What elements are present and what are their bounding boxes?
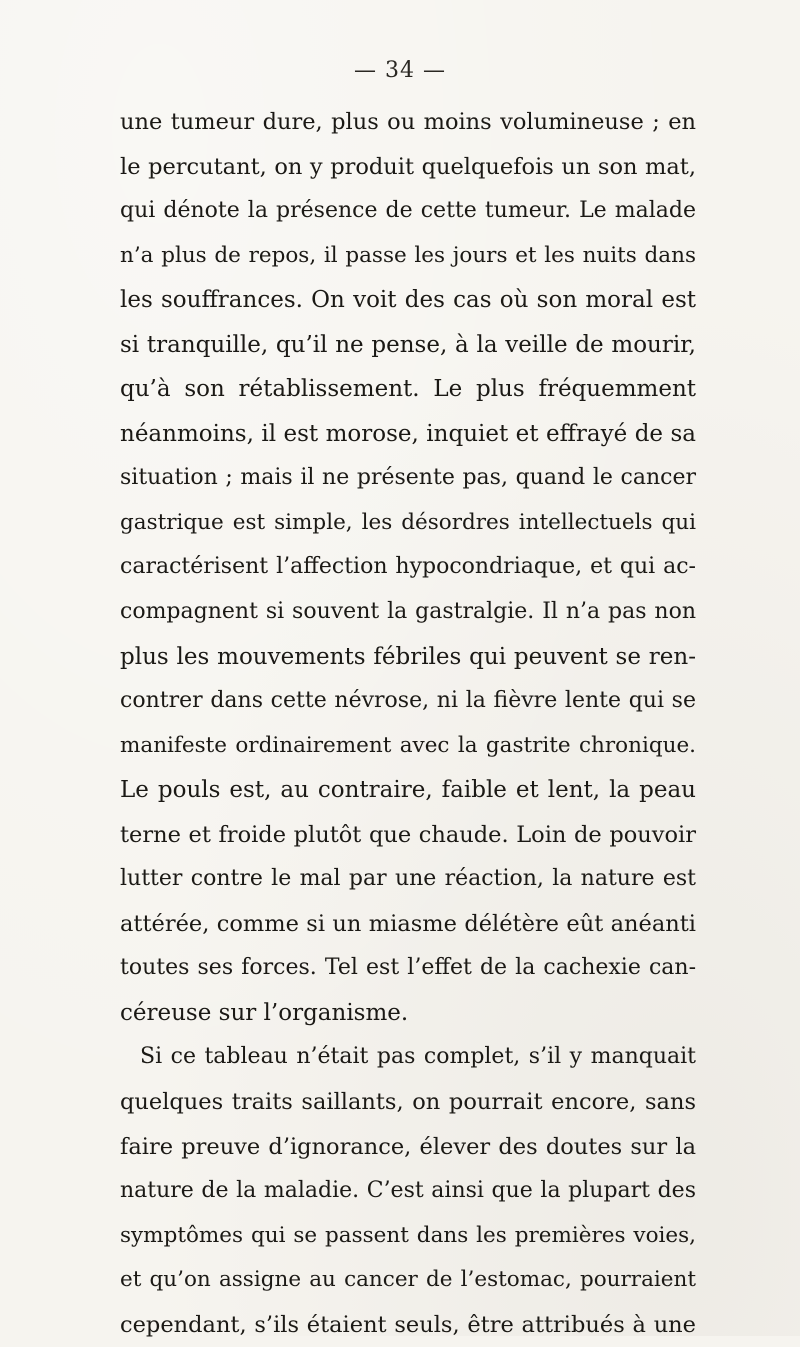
text-line: néanmoins, il est morose, inquiet et effrayé de sa [120, 420, 696, 447]
text-line: les souffrances. On voit des cas où son moral est [120, 287, 696, 314]
text-line: une tumeur dure, plus ou moins volumineuse ; en [120, 109, 696, 135]
text-line: faire preuve d’ignorance, élever des doutes sur la [120, 1133, 696, 1160]
text-line: Le pouls est, au contraire, faible et lent, la peau [120, 777, 696, 804]
text-line: n’a plus de repos, il passe les jours et les nuits dans [120, 242, 696, 268]
text-line: contrer dans cette névrose, ni la fièvre lente qui se [120, 688, 696, 714]
text-line: qu’à son rétablissement. Le plus fréquemment [120, 376, 696, 403]
text-line: nature de la maladie. C’est ainsi que la plupart des [120, 1178, 696, 1204]
text-line: le percutant, on y produit quelquefois un son mat, [120, 153, 696, 180]
paragraph-start-line: Si ce tableau n’était pas complet, s’il y manquait [140, 1044, 696, 1070]
text-line: toutes ses forces. Tel est l’effet de la cachexie can- [120, 955, 696, 981]
text-line: quelques traits saillants, on pourrait encore, sans [120, 1089, 696, 1116]
text-line: compagnent si souvent la gastralgie. Il n’a pas non [120, 599, 696, 625]
text-line: si tranquille, qu’il ne pense, à la veille de mourir, [120, 331, 696, 358]
text-line: qui dénote la présence de cette tumeur. Le malade [120, 198, 696, 224]
text-line: situation ; mais il ne présente pas, quand le cancer [120, 465, 696, 491]
text-line: plus les mouvements fébriles qui peuvent se ren- [120, 643, 696, 670]
text-line: symptômes qui se passent dans les premières voies, [120, 1222, 696, 1248]
text-line: caractérisent l’affection hypocondriaque, et qui ac- [120, 554, 696, 580]
text-line: manifeste ordinairement avec la gastrite chronique. [120, 732, 696, 758]
text-line: attérée, comme si un miasme délétère eût anéanti [120, 910, 696, 937]
text-line: et qu’on assigne au cancer de l’estomac, pourraient [120, 1267, 696, 1293]
paragraph-end-line: céreuse sur l’organisme. [120, 999, 409, 1026]
text-line: cependant, s’ils étaient seuls, être attribués à une [120, 1311, 696, 1338]
page-number: — 34 — [354, 58, 446, 83]
text-line: lutter contre le mal par une réaction, la nature est [120, 866, 696, 892]
body-text [120, 100, 696, 1347]
text-line: terne et froide plutôt que chaude. Loin de pouvoir [120, 821, 696, 848]
text-line: gastrique est simple, les désordres intellectuels qui [120, 509, 696, 535]
